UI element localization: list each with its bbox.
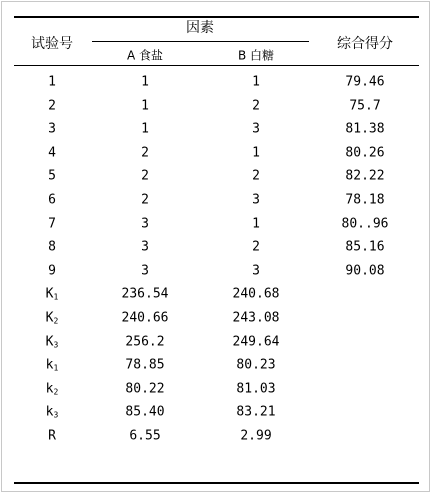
table-bottom-rule bbox=[14, 482, 419, 484]
stat-factor-a-cell: 6.55 bbox=[129, 428, 161, 444]
stat-label-cell: $K_1$ bbox=[45, 286, 59, 302]
factor-b-level-cell: 1 bbox=[252, 74, 260, 90]
stat-factor-b-cell: 243.08 bbox=[232, 310, 280, 326]
factor-b-level-cell: 2 bbox=[252, 168, 260, 184]
factor-b-level-cell: 3 bbox=[252, 121, 260, 137]
score-cell: 80..96 bbox=[341, 216, 389, 232]
score-cell: 82.22 bbox=[345, 168, 385, 184]
factor-a-level-cell: 3 bbox=[141, 263, 149, 279]
score-cell: 81.38 bbox=[345, 121, 385, 137]
score-cell: 79.46 bbox=[345, 74, 385, 90]
stat-factor-b-cell: 83.21 bbox=[236, 404, 276, 420]
trial-number-cell: 8 bbox=[48, 239, 56, 255]
factor-a-level-cell: 3 bbox=[141, 216, 149, 232]
stat-factor-b-cell: 80.23 bbox=[236, 357, 276, 373]
trial-number-cell: 5 bbox=[48, 168, 56, 184]
stat-factor-b-cell: 249.64 bbox=[232, 334, 280, 350]
factor-b-level-cell: 1 bbox=[252, 145, 260, 161]
factor-a-level-cell: 2 bbox=[141, 145, 149, 161]
factor-a-level-cell: 3 bbox=[141, 239, 149, 255]
trial-number-cell: 6 bbox=[48, 192, 56, 208]
factor-b-level-cell: 2 bbox=[252, 239, 260, 255]
trial-number-cell: 9 bbox=[48, 263, 56, 279]
stat-label-cell: $k_3$ bbox=[45, 404, 59, 420]
header-factor-group: 因素 bbox=[186, 20, 214, 36]
score-cell: 75.7 bbox=[349, 98, 381, 114]
factor-b-level-cell: 3 bbox=[252, 263, 260, 279]
table-top-rule bbox=[14, 16, 419, 18]
factor-a-level-cell: 2 bbox=[141, 168, 149, 184]
stat-label-cell: R bbox=[48, 428, 56, 444]
stat-factor-a-cell: 236.54 bbox=[121, 286, 169, 302]
stat-factor-a-cell: 78.85 bbox=[125, 357, 165, 373]
stat-factor-b-cell: 81.03 bbox=[236, 381, 276, 397]
header-bottom-rule bbox=[14, 65, 419, 66]
score-cell: 78.18 bbox=[345, 192, 385, 208]
stat-factor-a-cell: 240.66 bbox=[121, 310, 169, 326]
stat-label-cell: $k_2$ bbox=[45, 381, 59, 397]
score-cell: 80.26 bbox=[345, 145, 385, 161]
stat-factor-a-cell: 85.40 bbox=[125, 404, 165, 420]
score-cell: 85.16 bbox=[345, 239, 385, 255]
factor-b-level-cell: 3 bbox=[252, 192, 260, 208]
stat-label-cell: $k_1$ bbox=[45, 357, 59, 373]
stat-factor-a-cell: 80.22 bbox=[125, 381, 165, 397]
factor-a-level-cell: 2 bbox=[141, 192, 149, 208]
stat-factor-a-cell: 256.2 bbox=[125, 334, 165, 350]
factor-b-level-cell: 1 bbox=[252, 216, 260, 232]
trial-number-cell: 3 bbox=[48, 121, 56, 137]
factor-a-level-cell: 1 bbox=[141, 74, 149, 90]
stat-factor-b-cell: 2.99 bbox=[240, 428, 272, 444]
header-trial: 试验号 bbox=[31, 36, 73, 52]
header-factor-a: A 食盐 bbox=[126, 48, 164, 63]
factor-b-level-cell: 2 bbox=[252, 98, 260, 114]
trial-number-cell: 7 bbox=[48, 216, 56, 232]
factor-a-level-cell: 1 bbox=[141, 98, 149, 114]
stat-factor-b-cell: 240.68 bbox=[232, 286, 280, 302]
header-score: 综合得分 bbox=[337, 36, 393, 52]
trial-number-cell: 2 bbox=[48, 98, 56, 114]
factor-group-rule bbox=[92, 41, 309, 42]
trial-number-cell: 4 bbox=[48, 145, 56, 161]
score-cell: 90.08 bbox=[345, 263, 385, 279]
stat-label-cell: $K_3$ bbox=[45, 334, 59, 350]
stat-label-cell: $K_2$ bbox=[45, 310, 59, 326]
trial-number-cell: 1 bbox=[48, 74, 56, 90]
header-factor-b: B 白糖 bbox=[237, 48, 275, 63]
factor-a-level-cell: 1 bbox=[141, 121, 149, 137]
